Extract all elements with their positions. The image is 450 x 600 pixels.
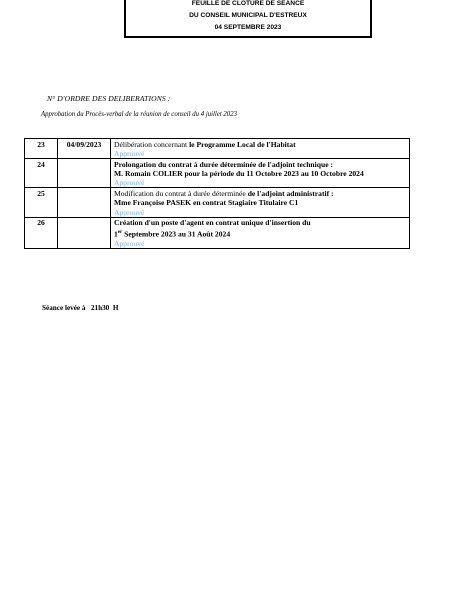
- status-approved: Approuvé: [114, 238, 145, 248]
- deliberation-text: Prolongation du contrat à durée déterminée de l'adjoint technique :: [114, 159, 334, 169]
- deliberation-date: [58, 217, 111, 248]
- table-row: [25, 139, 410, 159]
- deliberation-description: [111, 139, 410, 159]
- table-row: [25, 217, 410, 248]
- deliberation-text-plain: Modification du contrat à durée déterminée: [114, 188, 248, 198]
- deliberation-text-line2: M. Romain COLIER pour la période du 11 Octobre 2023 au 10 Octobre 2024: [114, 168, 364, 178]
- document-header: [124, 0, 372, 38]
- deliberation-number: 24: [25, 159, 58, 188]
- header-council: DU CONSEIL MUNICIPAL D'ESTREUX: [189, 12, 307, 19]
- deliberation-text-bold: de l'adjoint administratif :: [247, 188, 334, 198]
- ordinal-suffix: er: [117, 229, 123, 235]
- seance-closing-time: Séance levée à 21h30 H: [42, 304, 119, 312]
- deliberation-description: [111, 217, 410, 248]
- header-title: FEUILLE DE CLOTURE DE SEANCE: [191, 0, 305, 7]
- table-row: [25, 159, 410, 188]
- deliberation-date: 04/09/2023: [58, 139, 111, 159]
- deliberation-text-line2: [114, 228, 406, 239]
- status-approved: Approuvé: [114, 148, 145, 158]
- deliberation-text: Création d'un poste d'agent en contrat unique d'insertion du: [114, 218, 311, 228]
- deliberation-text: [114, 189, 406, 198]
- deliberations-table: [24, 138, 410, 249]
- date-range: Septembre 2023 au 31 Août 2024: [122, 229, 231, 239]
- deliberation-text-line2: Mme Françoise PASEK en contrat Stagiaire Titulaire C1: [114, 198, 299, 208]
- deliberation-text-plain: Délibération concernant: [114, 139, 190, 149]
- date-day: 1: [114, 229, 118, 239]
- deliberation-description: [111, 188, 410, 217]
- deliberation-text: [114, 140, 406, 149]
- deliberation-date: [58, 188, 111, 217]
- deliberation-description: [111, 159, 410, 188]
- deliberation-number: 23: [25, 139, 58, 159]
- deliberation-text-bold: le Programme Local de l'Habitat: [189, 139, 296, 149]
- deliberation-number: 25: [25, 188, 58, 217]
- deliberation-number: 26: [25, 217, 58, 248]
- table-row: [25, 188, 410, 217]
- approbation-line: Approbation du Procès-verbal de la réunion de conseil du 4 juillet 2023: [41, 111, 238, 118]
- ordre-title: N° D'ORDRE DES DELIBERATIONS :: [47, 94, 171, 103]
- deliberation-date: [58, 159, 111, 188]
- status-approved: Approuvé: [114, 178, 145, 188]
- status-approved: Approuvé: [114, 207, 145, 217]
- header-date: 04 SEPTEMBRE 2023: [214, 24, 282, 31]
